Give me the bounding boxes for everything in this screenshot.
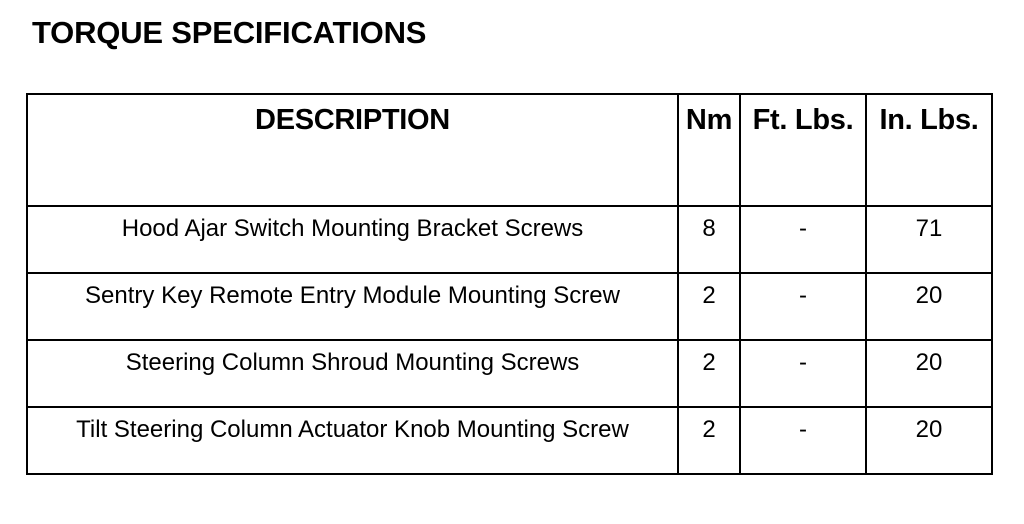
cell-description: Hood Ajar Switch Mounting Bracket Screws <box>27 206 678 273</box>
cell-nm: 2 <box>678 340 740 407</box>
cell-nm: 2 <box>678 407 740 474</box>
torque-spec-table <box>26 93 993 475</box>
column-header-description: DESCRIPTION <box>27 94 678 206</box>
table-header-row <box>27 94 992 206</box>
cell-ft-lbs: - <box>740 273 866 340</box>
table-row <box>27 206 992 273</box>
cell-in-lbs: 20 <box>866 407 992 474</box>
page-title: TORQUE SPECIFICATIONS <box>32 15 427 50</box>
cell-ft-lbs: - <box>740 340 866 407</box>
column-header-nm: Nm <box>678 94 740 206</box>
table-row <box>27 273 992 340</box>
cell-in-lbs: 71 <box>866 206 992 273</box>
cell-nm: 8 <box>678 206 740 273</box>
table-row <box>27 407 992 474</box>
cell-description: Tilt Steering Column Actuator Knob Mounting Screw <box>27 407 678 474</box>
column-header-in-lbs: In. Lbs. <box>866 94 992 206</box>
cell-ft-lbs: - <box>740 407 866 474</box>
cell-nm: 2 <box>678 273 740 340</box>
table-row <box>27 340 992 407</box>
cell-in-lbs: 20 <box>866 340 992 407</box>
column-header-ft-lbs: Ft. Lbs. <box>740 94 866 206</box>
cell-in-lbs: 20 <box>866 273 992 340</box>
cell-description: Sentry Key Remote Entry Module Mounting Screw <box>27 273 678 340</box>
cell-ft-lbs: - <box>740 206 866 273</box>
cell-description: Steering Column Shroud Mounting Screws <box>27 340 678 407</box>
